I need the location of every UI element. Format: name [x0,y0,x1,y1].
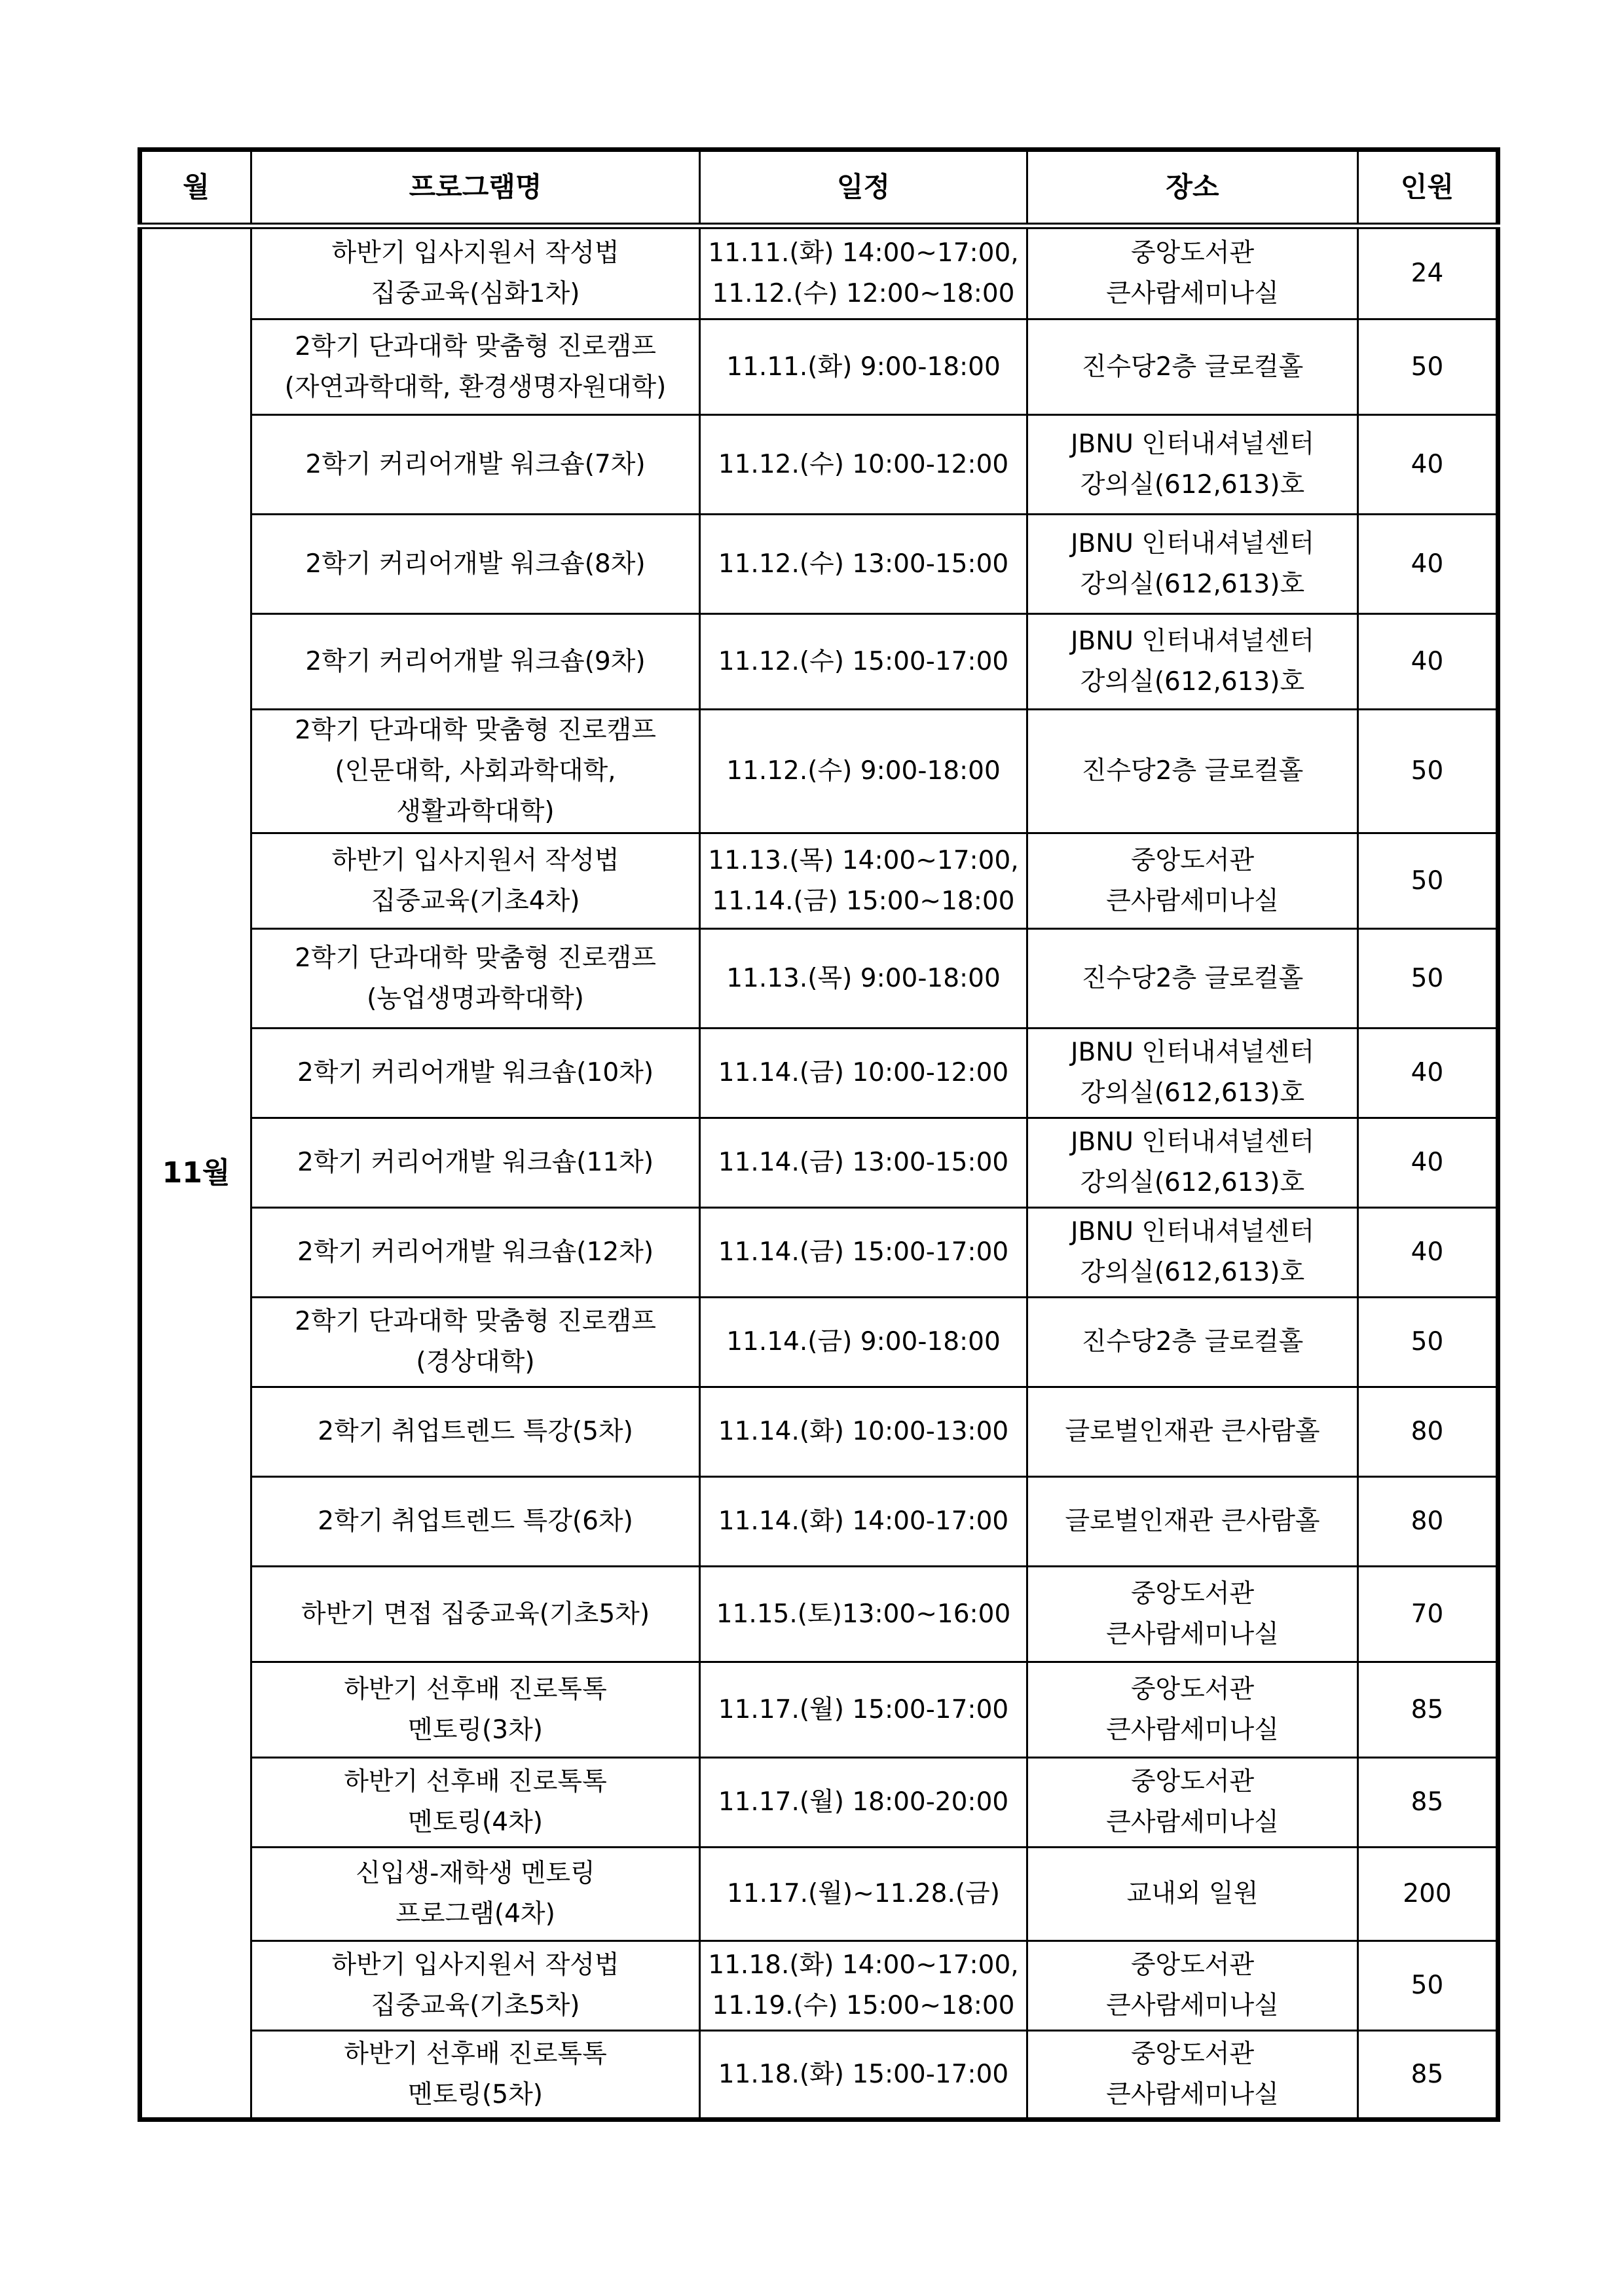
month-cell: 11월 [140,226,251,2120]
program-cell-line: 2학기 커리어개발 워크숍(12차) [297,1237,654,1267]
schedule-cell-line: 11.14.(화) 10:00-13:00 [718,1417,1009,1446]
table-row [140,1477,1498,1567]
place-cell [1027,1387,1358,1477]
place-cell-line: 글로벌인재관 큰사람홀 [1065,1417,1320,1446]
program-cell-line: 2학기 커리어개발 워크숍(11차) [297,1148,654,1177]
place-cell [1027,1941,1358,2031]
schedule-cell-line: 11.12.(수) 9:00-18:00 [726,756,1001,786]
count-cell: 50 [1358,1941,1498,2031]
place-cell-line: JBNU 인터내셔널센터 [1070,429,1315,459]
schedule-cell [700,1567,1027,1662]
program-cell-line: 멘토링(4차) [408,1808,543,1837]
program-cell-line: 프로그램(4차) [396,1899,555,1929]
schedule-cell-line: 11.14.(화) 14:00-17:00 [718,1506,1009,1536]
place-cell-line: JBNU 인터내셔널센터 [1070,1217,1315,1247]
program-cell-line: 2학기 단과대학 맞춤형 진로캠프 [295,943,656,973]
schedule-cell-line: 11.18.(화) 15:00-17:00 [718,2059,1009,2089]
place-cell-line: 큰사람세미나실 [1106,2079,1279,2109]
place-cell [1027,833,1358,929]
place-cell-line: JBNU 인터내셔널센터 [1070,1038,1315,1067]
place-cell-line: 큰사람세미나실 [1106,886,1279,916]
count-cell: 85 [1358,1662,1498,1758]
table-row [140,415,1498,515]
program-cell-line: 2학기 단과대학 맞춤형 진로캠프 [295,1307,656,1336]
place-cell [1027,1848,1358,1941]
program-cell-line: 2학기 취업트렌드 특강(6차) [318,1506,633,1536]
place-cell-line: 글로벌인재관 큰사람홀 [1065,1506,1320,1536]
count-cell: 80 [1358,1477,1498,1567]
schedule-cell-line: 11.19.(수) 15:00~18:00 [712,1991,1015,2020]
program-cell-line: 2학기 단과대학 맞춤형 진로캠프 [295,331,656,361]
place-cell-line: 중앙도서관 [1130,2039,1255,2069]
program-cell [251,1758,700,1848]
program-cell-line: 하반기 선후배 진로톡톡 [344,2039,607,2069]
table-row [140,2031,1498,2120]
place-cell [1027,614,1358,710]
place-cell-line: 진수당2층 글로컬홀 [1081,1327,1304,1357]
place-cell-line: 강의실(612,613)호 [1080,1168,1305,1197]
schedule-cell [700,614,1027,710]
table-row [140,1298,1498,1387]
program-cell-line: 하반기 입사지원서 작성법 [331,845,619,875]
schedule-cell-line: 11.12.(수) 13:00-15:00 [718,549,1009,579]
program-cell [251,1118,700,1208]
place-cell-line: 강의실(612,613)호 [1080,569,1305,599]
table-row [140,1758,1498,1848]
program-cell [251,614,700,710]
schedule-cell-line: 11.14.(금) 15:00~18:00 [712,886,1015,916]
program-cell-line: (농업생명과학대학) [367,983,584,1013]
program-cell-line: 집중교육(기초5차) [371,1991,580,2020]
program-cell [251,1941,700,2031]
schedule-cell-line: 11.12.(수) 15:00-17:00 [718,646,1009,676]
count-cell: 40 [1358,1118,1498,1208]
header-row [140,150,1498,226]
place-cell-line: JBNU 인터내셔널센터 [1070,1127,1315,1157]
place-cell-line: 강의실(612,613)호 [1080,1078,1305,1108]
count-cell: 50 [1358,929,1498,1029]
table-row [140,929,1498,1029]
schedule-sheet [138,147,1496,2122]
place-cell [1027,515,1358,614]
place-cell [1027,1477,1358,1567]
table-row [140,1029,1498,1118]
place-cell [1027,1029,1358,1118]
schedule-cell [700,2031,1027,2120]
program-cell-line: 2학기 커리어개발 워크숍(8차) [305,549,646,579]
place-cell-line: 큰사람세미나실 [1106,1619,1279,1649]
place-cell-line: 중앙도서관 [1130,1767,1255,1796]
program-cell-line: 하반기 입사지원서 작성법 [331,1950,619,1980]
program-cell-line: 2학기 커리어개발 워크숍(10차) [297,1058,654,1087]
count-cell: 80 [1358,1387,1498,1477]
schedule-cell [700,1662,1027,1758]
place-cell [1027,1298,1358,1387]
schedule-cell-line: 11.11.(화) 14:00~17:00, [708,238,1019,268]
header-month: 월 [140,150,251,226]
program-cell-line: 2학기 취업트렌드 특강(5차) [318,1417,633,1446]
program-cell-line: 2학기 커리어개발 워크숍(9차) [305,646,646,676]
header-schedule: 일정 [700,150,1027,226]
schedule-cell [700,1848,1027,1941]
program-cell-line: 신입생-재학생 멘토링 [356,1859,595,1888]
program-cell [251,1567,700,1662]
count-cell: 85 [1358,2031,1498,2120]
count-cell: 50 [1358,319,1498,415]
count-cell: 40 [1358,614,1498,710]
program-cell-line: 2학기 커리어개발 워크숍(7차) [305,449,646,479]
count-cell: 50 [1358,1298,1498,1387]
table-row [140,319,1498,415]
count-cell: 50 [1358,710,1498,833]
schedule-cell [700,1298,1027,1387]
place-cell [1027,415,1358,515]
schedule-cell [700,1208,1027,1298]
table-body [140,226,1498,2120]
schedule-cell-line: 11.14.(금) 10:00-12:00 [718,1058,1009,1087]
count-cell: 40 [1358,415,1498,515]
program-cell [251,1029,700,1118]
program-cell [251,1477,700,1567]
place-cell-line: 진수당2층 글로컬홀 [1081,352,1304,382]
table-row [140,833,1498,929]
count-cell: 70 [1358,1567,1498,1662]
place-cell [1027,1208,1358,1298]
table-row [140,515,1498,614]
program-cell-line: 집중교육(심화1차) [371,278,580,308]
table-row [140,710,1498,833]
schedule-cell [700,710,1027,833]
place-cell-line: JBNU 인터내셔널센터 [1070,528,1315,558]
place-cell-line: 큰사람세미나실 [1106,1991,1279,2020]
program-cell [251,2031,700,2120]
table-row [140,1208,1498,1298]
place-cell [1027,1662,1358,1758]
header-count: 인원 [1358,150,1498,226]
table-row [140,1387,1498,1477]
program-cell [251,1298,700,1387]
program-cell [251,415,700,515]
schedule-cell [700,1758,1027,1848]
program-schedule-table [138,147,1500,2122]
table-row [140,1567,1498,1662]
program-cell [251,515,700,614]
place-cell [1027,1758,1358,1848]
header-program: 프로그램명 [251,150,700,226]
schedule-cell-line: 11.17.(월)~11.28.(금) [727,1879,1000,1908]
program-cell [251,1848,700,1941]
program-cell-line: 하반기 선후배 진로톡톡 [344,1674,607,1704]
program-cell-line: 하반기 입사지원서 작성법 [331,238,619,268]
place-cell [1027,2031,1358,2120]
schedule-cell [700,1387,1027,1477]
program-cell-line: (자연과학대학, 환경생명자원대학) [284,372,667,402]
schedule-cell-line: 11.17.(월) 15:00-17:00 [718,1694,1009,1724]
place-cell [1027,226,1358,319]
program-cell-line: (인문대학, 사회과학대학, [335,756,616,786]
header-place: 장소 [1027,150,1358,226]
schedule-cell-line: 11.14.(금) 9:00-18:00 [726,1327,1001,1357]
place-cell-line: 교내외 일원 [1126,1879,1259,1908]
place-cell [1027,1118,1358,1208]
place-cell-line: 중앙도서관 [1130,845,1255,875]
schedule-cell-line: 11.14.(금) 13:00-15:00 [718,1148,1009,1177]
program-cell-line: 하반기 면접 집중교육(기초5차) [301,1599,650,1629]
program-cell [251,929,700,1029]
place-cell-line: 중앙도서관 [1130,1578,1255,1609]
table-row [140,1662,1498,1758]
schedule-cell-line: 11.14.(금) 15:00-17:00 [718,1237,1009,1267]
program-cell-line: 멘토링(3차) [408,1715,543,1745]
program-cell [251,1662,700,1758]
place-cell-line: 중앙도서관 [1130,238,1255,268]
schedule-cell [700,226,1027,319]
place-cell-line: JBNU 인터내셔널센터 [1070,626,1315,656]
place-cell-line: 진수당2층 글로컬홀 [1081,756,1304,786]
table-row [140,226,1498,319]
table-row [140,1118,1498,1208]
schedule-cell [700,1118,1027,1208]
program-cell-line: 생활과학대학) [396,797,555,826]
count-cell: 50 [1358,833,1498,929]
schedule-cell-line: 11.11.(화) 9:00-18:00 [726,352,1001,382]
schedule-cell-line: 11.13.(목) 14:00~17:00, [708,845,1019,875]
place-cell [1027,1567,1358,1662]
program-cell [251,1387,700,1477]
place-cell-line: 강의실(612,613)호 [1080,666,1305,697]
schedule-cell [700,1029,1027,1118]
place-cell-line: 중앙도서관 [1130,1950,1255,1980]
schedule-cell [700,929,1027,1029]
count-cell: 40 [1358,1029,1498,1118]
schedule-cell-line: 11.13.(목) 9:00-18:00 [726,963,1001,993]
schedule-cell [700,415,1027,515]
place-cell-line: 큰사람세미나실 [1106,1715,1279,1745]
count-cell: 40 [1358,1208,1498,1298]
schedule-cell-line: 11.18.(화) 14:00~17:00, [708,1950,1019,1980]
schedule-cell [700,833,1027,929]
program-cell-line: (경상대학) [416,1347,535,1377]
place-cell [1027,710,1358,833]
count-cell: 24 [1358,226,1498,319]
program-cell [251,226,700,319]
schedule-cell [700,515,1027,614]
count-cell: 200 [1358,1848,1498,1941]
table-row [140,1848,1498,1941]
schedule-cell-line: 11.17.(월) 18:00-20:00 [718,1787,1009,1817]
place-cell-line: 큰사람세미나실 [1106,1808,1279,1837]
place-cell [1027,929,1358,1029]
program-cell [251,833,700,929]
schedule-cell [700,1477,1027,1567]
program-cell-line: 2학기 단과대학 맞춤형 진로캠프 [295,716,656,745]
schedule-cell-line: 11.12.(수) 10:00-12:00 [718,449,1009,479]
table-row [140,614,1498,710]
place-cell-line: 큰사람세미나실 [1106,278,1279,308]
place-cell-line: 강의실(612,613)호 [1080,1258,1305,1287]
count-cell: 40 [1358,515,1498,614]
count-cell: 85 [1358,1758,1498,1848]
program-cell-line: 집중교육(기초4차) [371,886,580,916]
schedule-cell-line: 11.15.(토)13:00~16:00 [716,1599,1011,1629]
program-cell-line: 멘토링(5차) [408,2079,543,2109]
program-cell-line: 하반기 선후배 진로톡톡 [344,1767,607,1796]
table-row [140,1941,1498,2031]
place-cell-line: 진수당2층 글로컬홀 [1081,963,1304,993]
place-cell-line: 중앙도서관 [1130,1674,1255,1704]
program-cell [251,710,700,833]
schedule-cell-line: 11.12.(수) 12:00~18:00 [712,278,1015,308]
place-cell [1027,319,1358,415]
program-cell [251,1208,700,1298]
place-cell-line: 강의실(612,613)호 [1080,469,1305,500]
program-cell [251,319,700,415]
schedule-cell [700,1941,1027,2031]
schedule-cell [700,319,1027,415]
